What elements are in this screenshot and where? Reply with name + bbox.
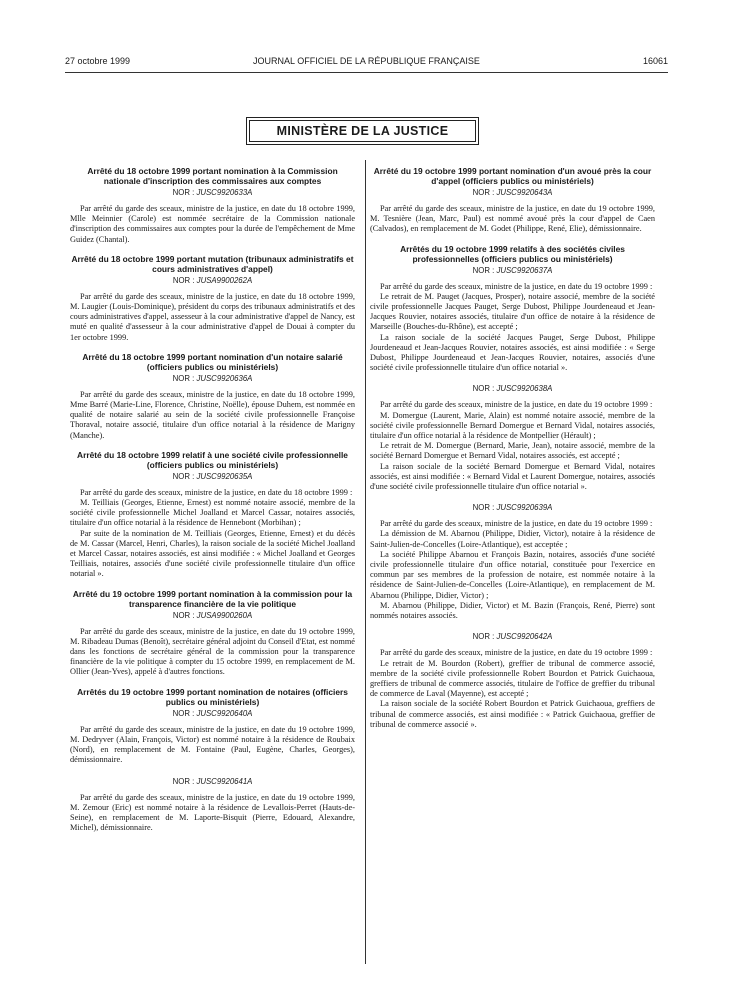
nor-reference bbox=[370, 632, 655, 642]
nor-label: NOR : bbox=[472, 188, 497, 197]
page-header bbox=[65, 56, 668, 68]
decree-title: Arrêtés du 19 octobre 1999 portant nomination de notaires (officiers publics ou ministériels) bbox=[77, 686, 348, 707]
decree-paragraph: La raison sociale de la société Jacques Pauget, Serge Dubost, Philippe Jourdeneaud et Jean-Jacques Rouvier, notaires associés, est ainsi modifiée : « Serge Dubost, Philippe Jourdeneaud et Jean-Jacques Rouvier, notaires, associés d'une société civile professionnelle titulaire d'un office notarial ». bbox=[370, 332, 655, 373]
nor-reference bbox=[70, 777, 355, 787]
nor-code: JUSC9920642A bbox=[496, 632, 553, 642]
decree-title: Arrêté du 18 octobre 1999 portant mutation (tribunaux administratifs et cours administratives d'appel) bbox=[71, 253, 354, 274]
nor-reference bbox=[70, 611, 355, 621]
ministry-title: MINISTÈRE DE LA JUSTICE bbox=[249, 120, 476, 142]
decree-paragraph: M. Abarnou (Philippe, Didier, Victor) et M. Bazin (François, René, Pierre) sont nommés notaires associés. bbox=[370, 600, 655, 621]
nor-code: JUSC9920633A bbox=[196, 188, 253, 197]
decree-section bbox=[70, 352, 355, 441]
right-column bbox=[370, 166, 655, 730]
decree-paragraph: Par arrêté du garde des sceaux, ministre de la justice, en date du 18 octobre 1999 : bbox=[80, 487, 353, 497]
nor-code: JUSC9920636A bbox=[196, 373, 253, 383]
left-column bbox=[70, 166, 355, 833]
nor-code: JUSC9920637A bbox=[496, 265, 553, 275]
decree-section bbox=[70, 687, 355, 766]
decree-section bbox=[370, 503, 655, 621]
header-page-number: 16061 bbox=[642, 56, 668, 66]
decree-paragraph: Par arrêté du garde des sceaux, ministre de la justice, en date du 19 octobre 1999 : bbox=[380, 281, 653, 291]
decree-paragraph: Par arrêté du garde des sceaux, ministre de la justice, en date du 18 octobre 1999, Mlle Meinnier (Carole) est nommée secrétaire de la Commission nationale d'inscription des commissaires aux comptes pour la durée de l'empêchement de Mme Guidez (Chantal). bbox=[70, 204, 355, 244]
nor-label: NOR : bbox=[172, 708, 197, 718]
nor-reference bbox=[70, 472, 355, 482]
nor-code: JUSA9900262A bbox=[196, 275, 253, 285]
decree-section bbox=[70, 777, 355, 834]
decree-section bbox=[370, 384, 655, 492]
decree-paragraph: Par arrêté du garde des sceaux, ministre de la justice, en date du 19 octobre 1999 : bbox=[380, 519, 653, 529]
decree-section bbox=[70, 589, 355, 678]
nor-reference bbox=[70, 276, 355, 286]
decree-paragraph: Par arrêté du garde des sceaux, ministre de la justice, en date du 18 octobre 1999, Mme Barré (Marie-Line, Florence, Christine, Noëlle), épouse Duhem, est nommée en qualité de notaire salarié au sein de la société civile professionnelle Françoise Thoraval, notaire associé, titulaire d'un office notarial à la résidence de Marigny (Manche). bbox=[70, 389, 355, 440]
nor-label: NOR : bbox=[472, 632, 497, 642]
decree-paragraph: Par arrêté du garde des sceaux, ministre de la justice, en date du 19 octobre 1999, M. Dedryver (Alain, François, Victor) est nommé notaire à la résidence de Roubaix (Nord), en remplacement de M. Fontaine (Paul, Eugène, Charles, Georges), démissionnaire. bbox=[70, 724, 355, 765]
decree-section bbox=[370, 166, 655, 235]
nor-reference bbox=[70, 374, 355, 384]
decree-section bbox=[370, 244, 655, 374]
column-divider bbox=[365, 160, 366, 964]
nor-code: JUSA9900260A bbox=[196, 610, 253, 620]
nor-code: JUSC9920639A bbox=[496, 503, 553, 513]
nor-code: JUSC9920638A bbox=[496, 384, 553, 394]
nor-label: NOR : bbox=[172, 471, 197, 481]
decree-paragraph: M. Teilliais (Georges, Etienne, Ernest) est nommé notaire associé, membre de la société civile professionnelle Michel Joalland et Marcel Cassar, notaires associés, titulaire d'un office notarial à la résidence de Hennebont (Morbihan) ; bbox=[70, 498, 355, 528]
decree-title: Arrêté du 19 octobre 1999 portant nomination d'un avoué près la cour d'appel (officiers publics ou ministériels) bbox=[373, 166, 652, 186]
nor-code: JUSC9920641A bbox=[196, 776, 253, 786]
nor-reference bbox=[370, 503, 655, 513]
nor-label: NOR : bbox=[172, 610, 197, 620]
decree-paragraph: Par arrêté du garde des sceaux, ministre de la justice, en date du 19 octobre 1999 : bbox=[380, 648, 653, 658]
nor-label: NOR : bbox=[472, 503, 497, 513]
decree-section bbox=[70, 450, 355, 580]
decree-paragraph: Le retrait de M. Pauget (Jacques, Prosper), notaire associé, membre de la société civile professionnelle Jacques Pauget, Serge Dubost, Philippe Jourdeneaud et Jean-Jacques Rouvier, notaires associés, titulaire d'un office de notaire à la résidence de Marseille (Bouches-du-Rhône), est accepté ; bbox=[370, 291, 655, 332]
nor-code: JUSC9920635A bbox=[196, 471, 253, 481]
nor-label: NOR : bbox=[172, 188, 197, 197]
decree-paragraph: Par arrêté du garde des sceaux, ministre de la justice, en date du 19 octobre 1999, M. Zemour (Eric) est nommé notaire à la résidence de Levallois-Perret (Hauts-de-Seine), en remplacement de M. Laporte-Bisquit (Pierre, Edouard, Alexandre, Michel), démissionnaire. bbox=[70, 792, 355, 833]
decree-paragraph: La raison sociale de la société Robert Bourdon et Patrick Guichaoua, greffiers de tribunal de commerce associés, est ainsi modifiée : « Patrick Guichaoua, greffier de tribunal de commerce associé ». bbox=[370, 699, 655, 729]
decree-title: Arrêté du 19 octobre 1999 portant nomination à la commission pour la transparence financière de la vie politique bbox=[72, 588, 353, 609]
decree-paragraph: Par suite de la nomination de M. Teilliais (Georges, Etienne, Ernest) et du décès de M. Cassar (Marcel, Henri, Charles), la raison sociale de la société Michel Joalland et Marcel Cassar, notaires associés, est ainsi modifiée : « Michel Joalland et Georges Teilliais, notaires, associés d'une société civile professionnelle titulaire d'un office notarial ». bbox=[70, 528, 355, 579]
header-journal-title: JOURNAL OFFICIEL DE LA RÉPUBLIQUE FRANÇAISE bbox=[253, 56, 480, 66]
nor-code: JUSC9920643A bbox=[496, 188, 553, 197]
nor-label: NOR : bbox=[172, 776, 197, 786]
decree-title: Arrêté du 18 octobre 1999 relatif à une société civile professionnelle (officiers publics ou ministériels) bbox=[77, 449, 348, 470]
decree-section bbox=[370, 632, 655, 730]
decree-section bbox=[70, 254, 355, 343]
header-date: 27 octobre 1999 bbox=[65, 56, 131, 66]
decree-paragraph: La société Philippe Abarnou et François Bazin, notaires, associés d'une société civile professionnelle titulaire d'un office notarial, constituée pour l'exercice en commun par ses membres de la profession de notaire, est nommée notaire à la résidence de Saint-Julien-de-Concelles (Loire-Atlantique), en remplacement de M. Abarnou (Philippe, Didier, Victor) ; bbox=[370, 549, 655, 600]
decree-paragraph: M. Domergue (Laurent, Marie, Alain) est nommé notaire associé, membre de la société civile professionnelle Bernard Domergue et Bernard Vidal, notaires associés, titulaire d'un office notarial à la résidence de Montpellier (Hérault) ; bbox=[370, 410, 655, 441]
nor-reference bbox=[370, 188, 655, 198]
decree-paragraph: Le retrait de M. Domergue (Bernard, Marie, Jean), notaire associé, membre de la société Bernard Domergue et Bernard Vidal, notaires associés, est accepté ; bbox=[370, 441, 655, 461]
decree-paragraph: Par arrêté du garde des sceaux, ministre de la justice, en date du 19 octobre 1999, M. Ribadeau Dumas (Benoît), secrétaire général adjoint du Conseil d'Etat, est nommé dans les fonctions de secrétaire général de la commission pour la transparence financière de la vie politique à compter du 15 octobre 1999, en remplacement de M. Ollier (Jean-Yves), appelé à d'autres fonctions. bbox=[70, 626, 355, 677]
decree-paragraph: Le retrait de M. Bourdon (Robert), greffier de tribunal de commerce associé, membre de la société civile professionnelle Robert Bourdon et Patrick Guichaoua, greffiers de tribunal de commerce associés, titulaire de l'office de greffier du tribunal de commerce de Laval (Mayenne), est accepté ; bbox=[370, 658, 655, 699]
decree-title: Arrêtés du 19 octobre 1999 relatifs à des sociétés civiles professionnelles (officiers publics ou ministériels) bbox=[400, 243, 625, 264]
decree-paragraph: Par arrêté du garde des sceaux, ministre de la justice, en date du 19 octobre 1999, M. Tesnière (Jean, Marc, Paul) est nommé avoué près la cour d'appel de Caen (Calvados), en remplacement de M. Godet (Philippe, René, Elie), démissionnaire. bbox=[370, 204, 655, 234]
header-rule bbox=[65, 72, 668, 73]
decree-title: Arrêté du 18 octobre 1999 portant nomination à la Commission nationale d'inscription des commissaires aux comptes bbox=[87, 166, 338, 186]
decree-paragraph: La démission de M. Abarnou (Philippe, Didier, Victor), notaire à la résidence de Saint-Julien-de-Concelles (Loire-Atlantique), est acceptée ; bbox=[370, 529, 655, 549]
nor-reference bbox=[70, 709, 355, 719]
nor-label: NOR : bbox=[172, 275, 197, 285]
nor-label: NOR : bbox=[472, 265, 497, 275]
nor-label: NOR : bbox=[172, 373, 197, 383]
decree-paragraph: Par arrêté du garde des sceaux, ministre de la justice, en date du 18 octobre 1999, M. Laugier (Louis-Dominique), président du corps des tribunaux administratifs et des cours administratives d'appel, assesseur à la cour administrative d'appel de Nancy, est muté en qualité d'assesseur à la cour administrative d'appel de Douai à compter du 1er octobre 1999. bbox=[70, 291, 355, 342]
decree-section bbox=[70, 166, 355, 245]
decree-title: Arrêté du 18 octobre 1999 portant nomination d'un notaire salarié (officiers publics ou ministériels) bbox=[82, 351, 343, 372]
nor-label: NOR : bbox=[472, 384, 497, 394]
decree-paragraph: Par arrêté du garde des sceaux, ministre de la justice, en date du 19 octobre 1999 : bbox=[380, 400, 653, 410]
decree-paragraph: La raison sociale de la société Bernard Domergue et Bernard Vidal, notaires associés, est ainsi modifiée : « Bernard Vidal et Laurent Domergue, notaires, associés d'une société civile professionnelle titulaire d'un office notarial ». bbox=[370, 461, 655, 492]
nor-reference bbox=[370, 266, 655, 276]
nor-code: JUSC9920640A bbox=[196, 708, 253, 718]
nor-reference bbox=[370, 384, 655, 394]
ministry-box bbox=[246, 117, 479, 145]
nor-reference bbox=[70, 188, 355, 198]
